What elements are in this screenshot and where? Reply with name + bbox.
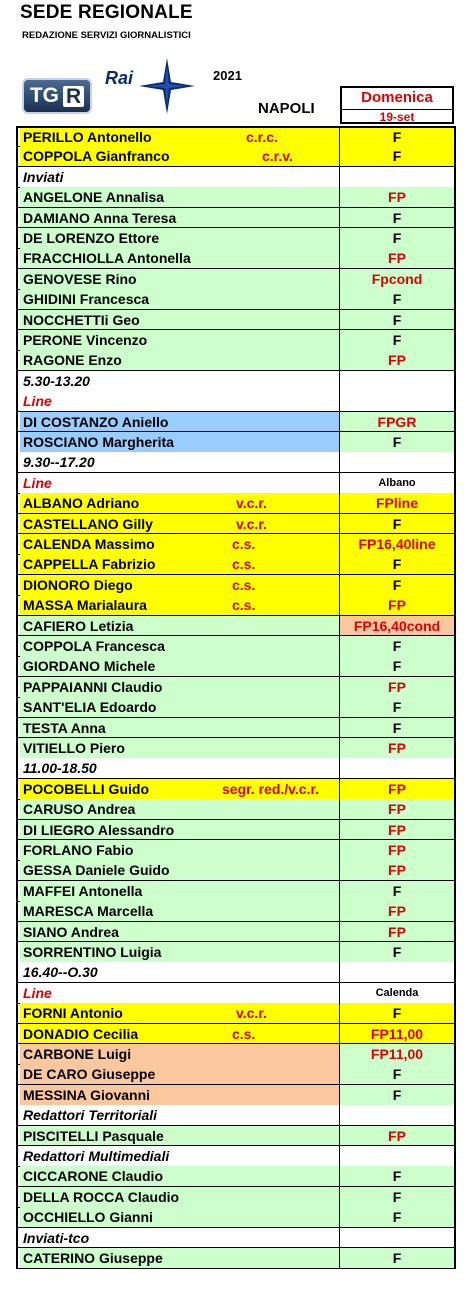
section-label: Inviati <box>20 167 340 187</box>
table-row <box>16 1248 456 1269</box>
day-name: Domenica <box>342 88 452 110</box>
table-row <box>16 595 456 616</box>
shift-status: F <box>340 146 454 166</box>
table-row <box>16 942 456 963</box>
section-label: 9.30--17.20 <box>20 452 340 472</box>
shift-status: F <box>340 636 454 656</box>
section-row <box>16 1228 456 1249</box>
staff-name: SORRENTINO Luigia <box>20 942 340 962</box>
table-row <box>16 901 456 922</box>
table-row <box>16 1207 456 1228</box>
shift-status: FP <box>340 901 454 921</box>
staff-name: CARUSO Andrea <box>20 799 340 819</box>
shift-status: FP <box>340 350 454 370</box>
staff-name: MARESCA Marcella <box>20 901 340 921</box>
section-label: Line <box>20 473 340 493</box>
staff-name: SANT'ELIA Edoardo <box>20 697 340 717</box>
staff-name: GIORDANO Michele <box>20 656 340 676</box>
section-note <box>340 962 454 982</box>
table-row <box>16 860 456 881</box>
staff-name: DAMIANO Anna Teresa <box>20 208 340 228</box>
staff-name: DI COSTANZO Aniello <box>20 412 340 432</box>
shift-status: F <box>340 656 454 676</box>
staff-name: PERILLO Antonello <box>20 128 340 146</box>
section-label: Redattori Territoriali <box>20 1105 340 1125</box>
staff-name: PAPPAIANNI Claudio <box>20 677 340 697</box>
section-row <box>16 371 456 392</box>
section-label: 5.30-13.20 <box>20 371 340 391</box>
section-note <box>340 391 454 411</box>
table-row <box>16 208 456 229</box>
staff-name: FORLANO Fabio <box>20 840 340 860</box>
staff-name: DI LIEGRO Alessandro <box>20 820 340 840</box>
table-row <box>16 432 456 453</box>
shift-status: FP <box>340 779 454 799</box>
staff-role: c.s. <box>232 597 256 614</box>
section-row <box>16 452 456 473</box>
shift-status: F <box>340 942 454 962</box>
shift-status: F <box>340 514 454 534</box>
table-row <box>16 881 456 902</box>
staff-name: DE CARO Giuseppe <box>20 1064 340 1084</box>
table-row <box>16 493 456 514</box>
section-label: Line <box>20 391 340 411</box>
staff-name: CARBONE Luigi <box>20 1044 340 1064</box>
staff-name: DONADIO Cecilia <box>20 1024 340 1044</box>
shift-status: F <box>340 310 454 330</box>
shift-status: F <box>340 128 454 146</box>
table-row <box>16 616 456 637</box>
shift-status: FP <box>340 677 454 697</box>
shift-status: FP <box>340 1126 454 1146</box>
staff-role: c.s. <box>232 556 256 573</box>
staff-name: DE LORENZO Ettore <box>20 228 340 248</box>
shift-status: FP <box>340 248 454 268</box>
table-row <box>16 656 456 677</box>
shift-status: FP <box>340 799 454 819</box>
table-row <box>16 575 456 596</box>
staff-role: c.r.v. <box>262 148 293 165</box>
staff-name: ROSCIANO Margherita <box>20 432 340 452</box>
shift-status: FP <box>340 840 454 860</box>
shift-status: FPline <box>340 493 454 513</box>
table-row <box>16 1166 456 1187</box>
section-note <box>340 1146 454 1166</box>
shift-status: F <box>340 718 454 738</box>
staff-name: GHIDINI Francesca <box>20 289 340 309</box>
staff-name: CASTELLANO Gilly <box>20 514 340 534</box>
staff-name: VITIELLO Piero <box>20 738 340 758</box>
staff-name: ANGELONE Annalisa <box>20 187 340 207</box>
table-row <box>16 310 456 331</box>
staff-name: CICCARONE Claudio <box>20 1166 340 1186</box>
table-row <box>16 187 456 208</box>
staff-name: COPPOLA Gianfranco <box>20 146 340 166</box>
shift-status: FP16,40line <box>340 534 454 554</box>
section-note <box>340 758 454 778</box>
shift-status: FP <box>340 922 454 942</box>
section-row <box>16 473 456 494</box>
table-row <box>16 718 456 739</box>
staff-name: TESTA Anna <box>20 718 340 738</box>
staff-name: CALENDA Massimo <box>20 534 340 554</box>
staff-role: c.s. <box>232 576 256 593</box>
shift-status: F <box>340 575 454 595</box>
table-row <box>16 1187 456 1208</box>
shift-status: FP <box>340 738 454 758</box>
section-label: Inviati-tco <box>20 1228 340 1248</box>
table-row <box>16 636 456 657</box>
table-row <box>16 738 456 759</box>
page-subtitle: REDAZIONE SERVIZI GIORNALISTICI <box>22 30 191 41</box>
section-row <box>16 1146 456 1167</box>
staff-name: OCCHIELLO Gianni <box>20 1207 340 1227</box>
shift-status: F <box>340 432 454 452</box>
staff-name: POCOBELLI Guido <box>20 779 340 799</box>
staff-name: MASSA Marialaura <box>20 595 340 615</box>
shift-status: FP <box>340 187 454 207</box>
shift-status: F <box>340 697 454 717</box>
table-row <box>16 697 456 718</box>
table-row <box>16 677 456 698</box>
table-row <box>16 1064 456 1085</box>
tgr-logo: TG R <box>22 78 92 114</box>
table-row <box>16 534 456 555</box>
section-row <box>16 1105 456 1126</box>
staff-name: RAGONE Enzo <box>20 350 340 370</box>
page-title: SEDE REGIONALE <box>20 2 193 23</box>
year-label: 2021 <box>213 68 242 83</box>
table-row <box>16 289 456 310</box>
table-row <box>16 126 456 147</box>
staff-name: CAFIERO Letizia <box>20 616 340 636</box>
shift-status: FP11,00 <box>340 1024 454 1044</box>
section-note <box>340 371 454 391</box>
table-row <box>16 1126 456 1147</box>
staff-role: v.c.r. <box>236 495 267 512</box>
shift-status: FPGR <box>340 412 454 432</box>
shift-status: F <box>340 1187 454 1207</box>
section-note: Calenda <box>375 986 419 999</box>
shift-status: FP <box>340 860 454 880</box>
section-row <box>16 391 456 412</box>
shift-status: F <box>340 289 454 309</box>
staff-name: DIONORO Diego <box>20 575 340 595</box>
shift-status: F <box>340 1003 454 1023</box>
table-row <box>16 922 456 943</box>
shift-status: FP16,40cond <box>340 616 454 636</box>
table-row <box>16 1003 456 1024</box>
table-row <box>16 412 456 433</box>
staff-name: NOCCHETTIi Geo <box>20 310 340 330</box>
shift-status: F <box>340 1085 454 1105</box>
shift-status: F <box>340 554 454 574</box>
section-label: 11.00-18.50 <box>20 758 340 778</box>
staff-name: FORNI Antonio <box>20 1003 340 1023</box>
shift-status: F <box>340 208 454 228</box>
section-row <box>16 983 456 1004</box>
staff-name: FRACCHIOLLA Antonella <box>20 248 340 268</box>
section-label: Redattori Multimediali <box>20 1146 340 1166</box>
shift-status: F <box>340 1248 454 1268</box>
section-note <box>340 452 454 472</box>
table-row <box>16 779 456 800</box>
shift-status: FP <box>340 595 454 615</box>
section-row <box>16 962 456 983</box>
shift-status: F <box>340 1166 454 1186</box>
shift-status: F <box>340 1064 454 1084</box>
table-row <box>16 514 456 535</box>
section-row <box>16 758 456 779</box>
shift-status: F <box>340 881 454 901</box>
table-row <box>16 1044 456 1065</box>
section-row <box>16 167 456 188</box>
staff-name: ALBANO Adriano <box>20 493 340 513</box>
staff-role: v.c.r. <box>236 1005 267 1022</box>
staff-name: PISCITELLI Pasquale <box>20 1126 340 1146</box>
shift-status: F <box>340 330 454 350</box>
staff-name: COPPOLA Francesca <box>20 636 340 656</box>
day-date: 19-set <box>379 110 415 124</box>
table-row <box>16 1024 456 1045</box>
staff-name: MAFFEI Antonella <box>20 881 340 901</box>
rai-logo: Rai <box>105 68 134 88</box>
table-row <box>16 146 456 167</box>
section-note <box>340 1105 454 1125</box>
section-note <box>340 167 454 187</box>
day-header-box <box>340 86 454 124</box>
shift-status: Fpcond <box>340 269 454 289</box>
shift-status: FP <box>340 820 454 840</box>
staff-role: c.s. <box>232 535 256 552</box>
staff-name: GENOVESE Rino <box>20 269 340 289</box>
table-row <box>16 248 456 269</box>
staff-role: v.c.r. <box>236 515 267 532</box>
table-row <box>16 1085 456 1106</box>
table-row <box>16 554 456 575</box>
staff-name: PERONE Vincenzo <box>20 330 340 350</box>
staff-name: CAPPELLA Fabrizio <box>20 554 340 574</box>
staff-name: CATERINO Giuseppe <box>20 1248 340 1268</box>
staff-role: c.r.c. <box>246 128 278 145</box>
section-label: Line <box>20 983 340 1003</box>
shift-status: F <box>340 1207 454 1227</box>
section-note <box>340 1228 454 1248</box>
staff-name: SIANO Andrea <box>20 922 340 942</box>
table-row <box>16 228 456 249</box>
section-label: 16.40--O.30 <box>20 962 340 982</box>
table-row <box>16 269 456 290</box>
table-row <box>16 840 456 861</box>
staff-name: DELLA ROCCA Claudio <box>20 1187 340 1207</box>
shift-status: F <box>340 228 454 248</box>
staff-name: GESSA Daniele Guido <box>20 860 340 880</box>
table-row <box>16 820 456 841</box>
table-row <box>16 330 456 351</box>
table-row <box>16 350 456 371</box>
shift-status: FP11,00 <box>340 1044 454 1064</box>
staff-role: c.s. <box>232 1025 256 1042</box>
rai-star-icon <box>137 56 197 116</box>
table-row <box>16 799 456 820</box>
section-note: Albano <box>378 476 416 489</box>
city-label: NAPOLI <box>258 100 315 117</box>
staff-name: MESSINA Giovanni <box>20 1085 340 1105</box>
staff-role: segr. red./v.c.r. <box>222 780 320 797</box>
